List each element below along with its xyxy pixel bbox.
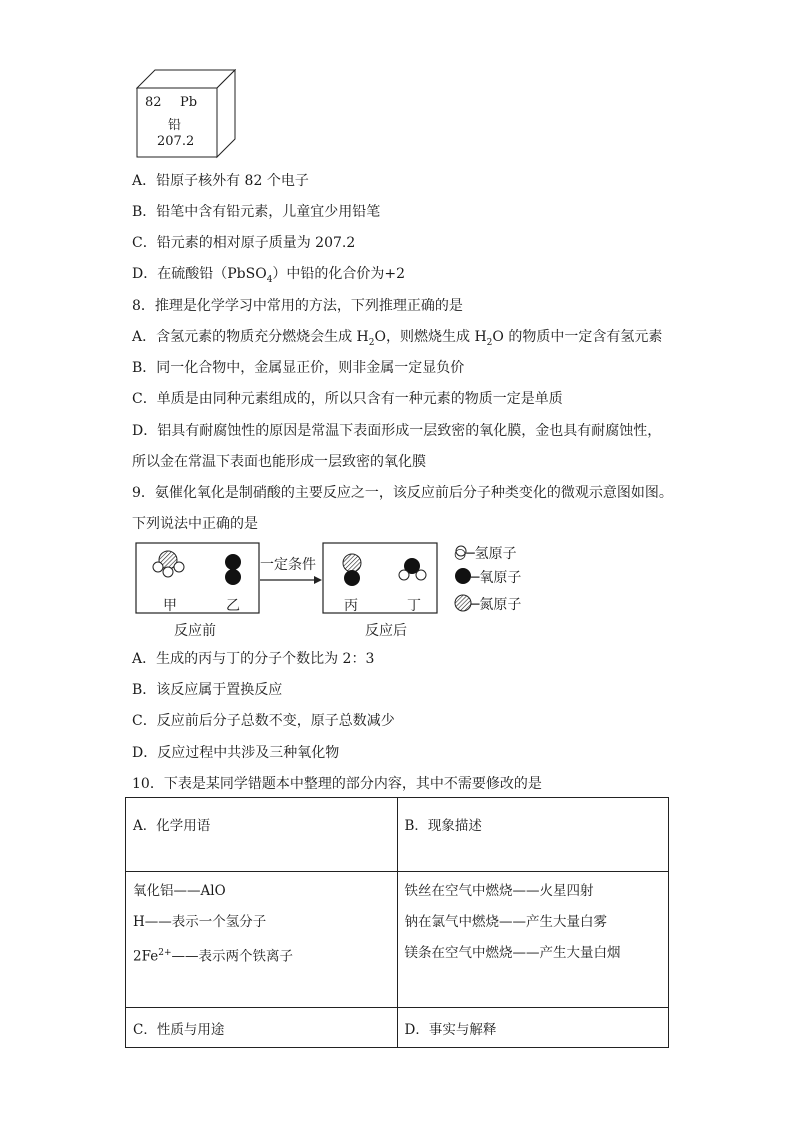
cell-d-head: D．事实与解释 (397, 1008, 669, 1048)
q7-d-subscript: 4 (266, 274, 273, 285)
label-ding: 丁 (407, 598, 421, 614)
q10-table (125, 797, 669, 1048)
nh3-molecule (153, 551, 184, 577)
q8-option-b: B．同一化合物中，金属显正价，则非金属一定显负价 (132, 360, 465, 376)
element-cell-pb (136, 69, 236, 159)
q8-option-d-line1: D．铝具有耐腐蚀性的原因是常温下表面形成一层致密的氧化膜，金也具有耐腐蚀性， (132, 423, 662, 439)
element-symbol: Pb (180, 95, 198, 110)
cell-b-head: B．现象描述 (397, 798, 669, 872)
legend-hydrogen: ○─氢原子 (454, 546, 517, 562)
condition-label: 一定条件 (260, 554, 316, 574)
legend-oxygen: ─氧原子 (471, 570, 522, 586)
b-line-2: 钠在氯气中燃烧——产生大量白雾 (404, 914, 607, 930)
q7-d-text: D．在硫酸铅（PbSO (132, 266, 267, 282)
q9-stem-line1: 9．氨催化氧化是制硝酸的主要反应之一，该反应前后分子种类变化的微观示意图如图。 (132, 485, 673, 501)
o2-molecule (225, 554, 241, 585)
a-line-3 (133, 944, 390, 966)
legend-nitrogen-icon (455, 595, 471, 611)
q8-a-text2: O，则燃烧生成 H (374, 329, 487, 345)
label-after: 反应后 (365, 623, 407, 639)
b-line-3: 镁条在空气中燃烧——产生大量白烟 (404, 945, 621, 961)
q9-option-d: D．反应过程中共涉及三种氧化物 (132, 745, 340, 761)
q7-option-a: A．铅原子核外有 82 个电子 (132, 173, 309, 189)
label-yi: 乙 (226, 598, 240, 614)
q8-option-c: C．单质是由同种元素组成的，所以只含有一种元素的物质一定是单质 (132, 391, 563, 407)
label-jia: 甲 (163, 598, 177, 614)
atomic-mass: 207.2 (157, 134, 195, 149)
label-before: 反应前 (174, 623, 216, 639)
q8-option-a (132, 328, 662, 352)
a-line-3-superscript: 2+ (158, 948, 172, 958)
atomic-number: 82 (145, 95, 162, 110)
label-bing: 丙 (344, 598, 358, 614)
q8-a-sub1: 2 (368, 337, 375, 348)
q8-option-d-line2: 所以金在常温下表面也能形成一层致密的氧化膜 (132, 454, 426, 470)
q9-option-b: B．该反应属于置换反应 (132, 682, 283, 698)
cell-a-body (126, 872, 398, 1008)
q7-option-c: C．铅元素的相对原子质量为 207.2 (132, 235, 356, 251)
a-line-3-text-end: ——表示两个铁离子 (171, 948, 293, 965)
element-name: 铅 (168, 118, 182, 133)
cell-b-body (397, 872, 669, 1008)
q8-stem: 8．推理是化学学习中常用的方法，下列推理正确的是 (132, 298, 463, 314)
q7-d-text-end: ）中铅的化合价为+2 (272, 266, 406, 282)
a-line-2: H——表示一个氢分子 (133, 914, 267, 930)
legend-oxygen-icon (455, 568, 471, 584)
a-line-1: 氧化铝——AlO (133, 883, 226, 899)
q8-a-text3: O 的物质中一定含有氢元素 (492, 329, 663, 345)
q8-a-text1: A．含氢元素的物质充分燃烧会生成 H (132, 329, 369, 345)
no-molecule (343, 554, 361, 586)
h2o-molecule (399, 558, 426, 580)
cell-a-head: A．化学用语 (126, 798, 398, 872)
q9-option-a: A．生成的丙与丁的分子个数比为 2：3 (132, 651, 375, 667)
arrow-head (314, 576, 322, 584)
q7-option-d (132, 265, 405, 289)
q8-a-sub2: 2 (486, 337, 493, 348)
q7-option-b: B．铅笔中含有铅元素，儿童宜少用铅笔 (132, 204, 381, 220)
q9-option-c: C．反应前后分子总数不变，原子总数减少 (132, 713, 395, 729)
reaction-diagram (134, 542, 554, 642)
legend-nitrogen: ─氮原子 (471, 597, 522, 613)
q9-stem-line2: 下列说法中正确的是 (132, 516, 258, 532)
cell-c-head: C．性质与用途 (126, 1008, 398, 1048)
a-line-3-text: 2Fe (133, 948, 159, 965)
b-line-1: 铁丝在空气中燃烧——火星四射 (404, 883, 594, 899)
q10-stem: 10．下表是某同学错题本中整理的部分内容，其中不需要修改的是 (132, 776, 542, 792)
